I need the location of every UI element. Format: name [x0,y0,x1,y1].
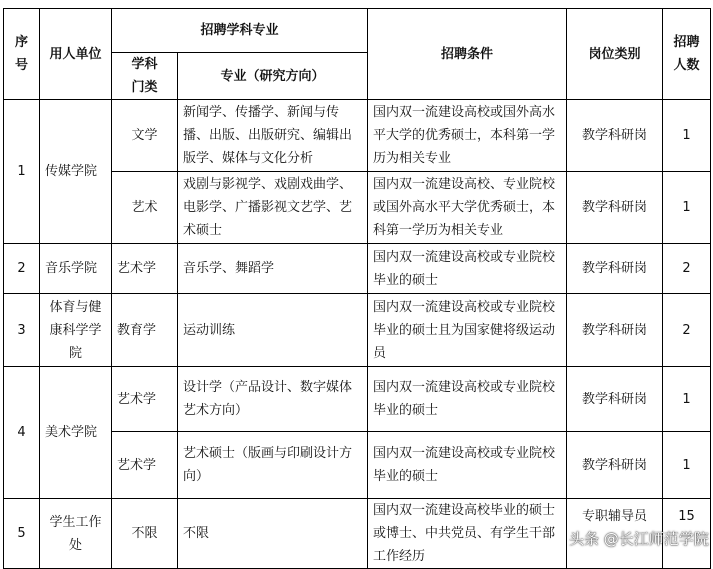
header-conditions: 招聘条件 [368,9,567,100]
post-type-cell: 教学科研岗 [567,244,663,294]
post-type-cell: 教学科研岗 [567,172,663,244]
category-cell: 文学 [112,100,178,172]
count-cell: 1 [663,367,711,432]
table-row [4,100,711,172]
conditions-cell: 国内双一流建设高校或专业院校毕业的硕士 [368,432,567,499]
count-cell: 15 [663,499,711,569]
header-count: 招聘人数 [663,9,711,100]
count-cell: 1 [663,100,711,172]
category-cell: 不限 [112,499,178,569]
unit-cell: 美术学院 [40,367,112,499]
header-category: 学科门类 [112,53,178,100]
category-cell: 艺术学 [112,432,178,499]
count-cell: 1 [663,172,711,244]
category-cell: 教育学 [112,294,178,367]
seq-cell: 2 [4,244,40,294]
watermark: 头条 @长江师范学院 [569,530,709,548]
category-cell: 艺术 [112,172,178,244]
unit-cell: 音乐学院 [40,244,112,294]
conditions-cell: 国内双一流建设高校、专业院校或国外高水平大学优秀硕士，本科第一学历为相关专业 [368,172,567,244]
post-type-cell: 教学科研岗 [567,100,663,172]
header-major: 专业（研究方向） [178,53,368,100]
count-cell: 1 [663,432,711,499]
conditions-cell: 国内双一流建设高校或专业院校毕业的硕士 [368,367,567,432]
seq-cell: 5 [4,499,40,569]
header-row [4,9,711,53]
unit-cell: 传媒学院 [40,100,112,244]
conditions-cell: 国内双一流建设高校或专业院校毕业的硕士 [368,244,567,294]
conditions-cell: 国内双一流建设高校毕业的硕士或博士、中共党员、有学生干部工作经历 [368,499,567,569]
post-type-cell: 教学科研岗 [567,294,663,367]
major-cell: 设计学（产品设计、数字媒体艺术方向） [178,367,368,432]
seq-cell: 3 [4,294,40,367]
count-cell: 2 [663,294,711,367]
header-subject-group: 招聘学科专业 [112,9,368,53]
conditions-cell: 国内双一流建设高校或专业院校毕业的硕士且为国家健将级运动员 [368,294,567,367]
table-row [4,367,711,432]
header-seq: 序号 [4,9,40,100]
table-row [4,294,711,367]
category-cell: 艺术学 [112,367,178,432]
seq-cell: 1 [4,100,40,244]
post-type-cell: 专职辅导员 [567,499,663,569]
header-unit: 用人单位 [40,9,112,100]
count-cell: 2 [663,244,711,294]
post-type-cell: 教学科研岗 [567,432,663,499]
table-row [4,244,711,294]
unit-cell: 体育与健康科学学院 [40,294,112,367]
conditions-cell: 国内双一流建设高校或国外高水平大学的优秀硕士，本科第一学历为相关专业 [368,100,567,172]
major-cell: 运动训练 [178,294,368,367]
major-cell: 艺术硕士（版画与印刷设计方向） [178,432,368,499]
seq-cell: 4 [4,367,40,499]
major-cell: 新闻学、传播学、新闻与传播、出版、出版研究、编辑出版学、媒体与文化分析 [178,100,368,172]
post-type-cell: 教学科研岗 [567,367,663,432]
unit-cell: 学生工作处 [40,499,112,569]
recruitment-table [3,8,711,569]
major-cell: 戏剧与影视学、戏剧戏曲学、电影学、广播影视文艺学、艺术硕士 [178,172,368,244]
major-cell: 音乐学、舞蹈学 [178,244,368,294]
major-cell: 不限 [178,499,368,569]
header-post-type: 岗位类别 [567,9,663,100]
category-cell: 艺术学 [112,244,178,294]
